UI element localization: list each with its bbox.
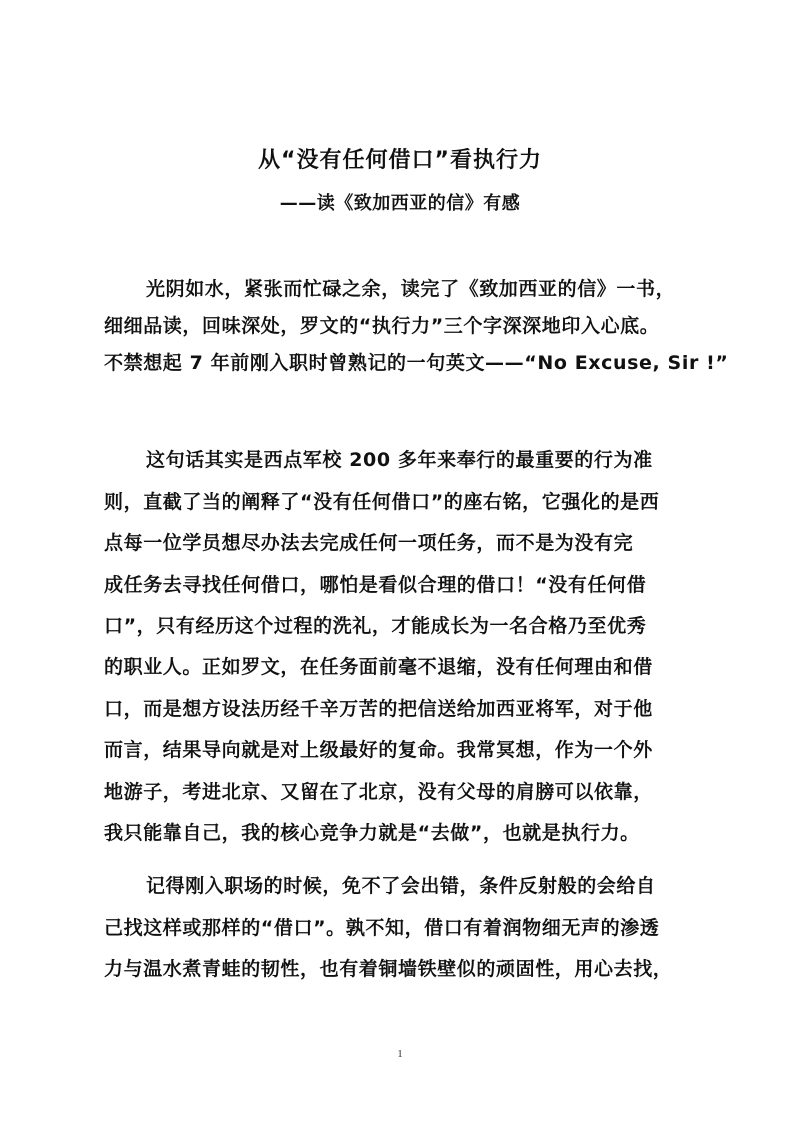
paragraph-3-line-3: 力与温水煮青蛙的韧性，也有着铜墙铁壁似的顽固性，用心去找， <box>104 958 673 980</box>
paragraph-2-line-5: 口”，只有经历这个过程的洗礼，才能成长为一名合格乃至优秀 <box>104 615 647 637</box>
paragraph-1-line-1: 光阴如水，紧张而忙碌之余，读完了《致加西亚的信》一书， <box>146 278 676 300</box>
paragraph-2-line-8: 而言，结果导向就是对上级最好的复命。我常冥想，作为一个外 <box>104 739 653 761</box>
paragraph-1-line-3: 不禁想起 7 年前刚入职时曾熟记的一句英文——“No Excuse, Sir !” <box>104 352 729 374</box>
paragraph-2-line-9: 地游子，考进北京、又留在了北京，没有父母的肩膀可以依靠， <box>104 781 653 803</box>
document-subtitle: ——读《致加西亚的信》有感 <box>279 193 521 214</box>
paragraph-1-line-2: 细细品读，回味深处，罗文的“执行力”三个字深深地印入心底。 <box>104 315 660 337</box>
page-number: 1 <box>397 1048 403 1060</box>
paragraph-2-line-3: 点每一位学员想尽办法去完成任何一项任务，而不是为没有完 <box>104 532 634 554</box>
paragraph-2-line-7: 口，而是想方设法历经千辛万苦的把信送给加西亚将军，对于他 <box>104 698 653 720</box>
paragraph-3-line-1: 记得刚入职场的时候，免不了会出错，条件反射般的会给自 <box>146 875 656 897</box>
document-title: 从“没有任何借口”看执行力 <box>258 148 542 173</box>
paragraph-2-line-10: 我只能靠自己，我的核心竞争力就是“去做”，也就是执行力。 <box>104 822 640 844</box>
paragraph-2-line-2: 则，直截了当的阐释了“没有任何借口”的座右铭，它强化的是西 <box>104 491 660 513</box>
paragraph-2-line-6: 的职业人。正如罗文，在任务面前毫不退缩，没有任何理由和借 <box>104 656 653 678</box>
paragraph-3-line-2: 己找这样或那样的“借口”。孰不知，借口有着润物细无声的渗透 <box>104 917 660 939</box>
paragraph-2-line-4: 成任务去寻找任何借口，哪怕是看似合理的借口！“没有任何借 <box>104 574 647 596</box>
paragraph-2-line-1: 这句话其实是西点军校 200 多年来奉行的最重要的行为准 <box>146 449 653 471</box>
